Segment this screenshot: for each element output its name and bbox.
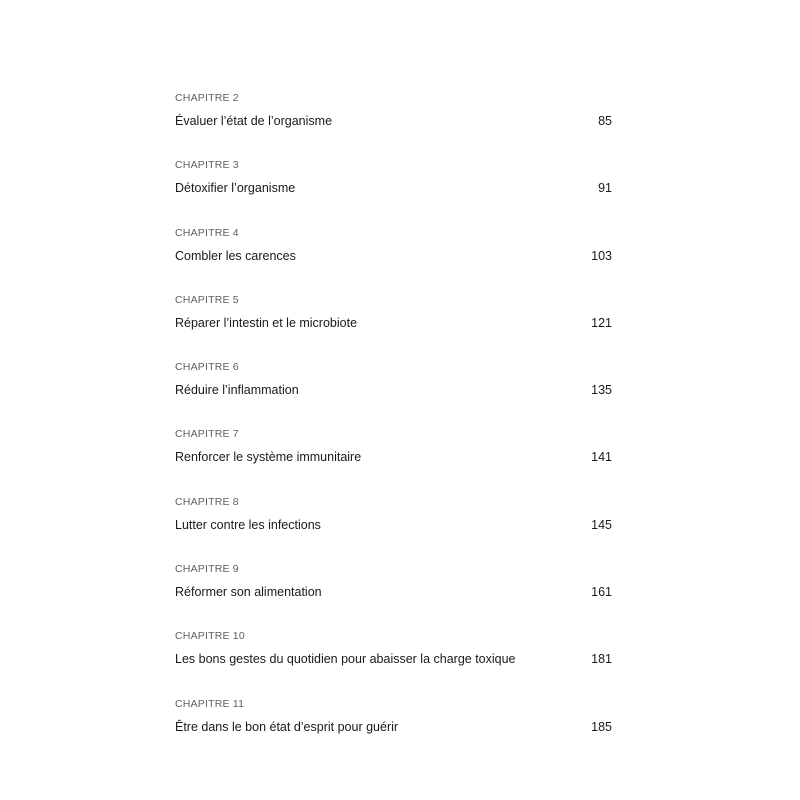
toc-row bbox=[175, 112, 612, 130]
table-of-contents bbox=[175, 91, 612, 764]
chapter-title: Les bons gestes du quotidien pour abaisser la charge toxique bbox=[175, 652, 516, 667]
page-number: 141 bbox=[591, 450, 612, 465]
page-number: 181 bbox=[591, 652, 612, 667]
page-number: 91 bbox=[598, 181, 612, 196]
chapter-label: CHAPITRE 3 bbox=[175, 159, 239, 172]
chapter-title: Être dans le bon état d’esprit pour guérir bbox=[175, 719, 399, 734]
chapter-title: Réduire l’inflammation bbox=[175, 383, 299, 398]
toc-row bbox=[175, 650, 612, 668]
page-number: 85 bbox=[598, 114, 612, 128]
chapter-title: Réparer l’intestin et le microbiote bbox=[175, 315, 358, 330]
toc-entry bbox=[175, 91, 612, 158]
toc-entry bbox=[175, 427, 612, 494]
chapter-title: Renforcer le système immunitaire bbox=[175, 450, 362, 465]
toc-entry bbox=[175, 562, 612, 629]
toc-row bbox=[175, 583, 612, 601]
page-number: 185 bbox=[591, 719, 612, 734]
chapter-label: CHAPITRE 5 bbox=[175, 293, 239, 306]
toc-entry bbox=[175, 360, 612, 427]
toc-row bbox=[175, 381, 612, 399]
toc-entry bbox=[175, 629, 612, 696]
toc-entry bbox=[175, 158, 612, 225]
chapter-label: CHAPITRE 2 bbox=[175, 92, 239, 104]
page-number: 161 bbox=[591, 585, 612, 600]
chapter-label: CHAPITRE 7 bbox=[175, 428, 239, 441]
toc-row bbox=[175, 516, 612, 534]
toc-row bbox=[175, 718, 612, 736]
toc-row bbox=[175, 314, 612, 332]
page-number: 103 bbox=[591, 248, 612, 263]
chapter-label: CHAPITRE 6 bbox=[175, 361, 239, 374]
chapter-label: CHAPITRE 8 bbox=[175, 495, 239, 508]
toc-entry bbox=[175, 293, 612, 360]
chapter-title: Réformer son alimentation bbox=[175, 585, 322, 600]
page-number: 145 bbox=[591, 517, 612, 532]
page-number: 135 bbox=[591, 383, 612, 398]
toc-row bbox=[175, 247, 612, 265]
chapter-label: CHAPITRE 4 bbox=[175, 226, 239, 239]
chapter-title: Évaluer l’état de l’organisme bbox=[175, 114, 333, 128]
toc-entry bbox=[175, 697, 612, 764]
toc-entry bbox=[175, 495, 612, 562]
chapter-label: CHAPITRE 9 bbox=[175, 563, 239, 576]
chapter-title: Lutter contre les infections bbox=[175, 517, 321, 532]
toc-row bbox=[175, 448, 612, 466]
toc-entry bbox=[175, 226, 612, 293]
chapter-title: Détoxifier l’organisme bbox=[175, 181, 296, 196]
toc-row bbox=[175, 179, 612, 197]
page-number: 121 bbox=[591, 315, 612, 330]
chapter-label: CHAPITRE 11 bbox=[175, 697, 245, 710]
chapter-label: CHAPITRE 10 bbox=[175, 630, 245, 643]
chapter-title: Combler les carences bbox=[175, 248, 296, 263]
